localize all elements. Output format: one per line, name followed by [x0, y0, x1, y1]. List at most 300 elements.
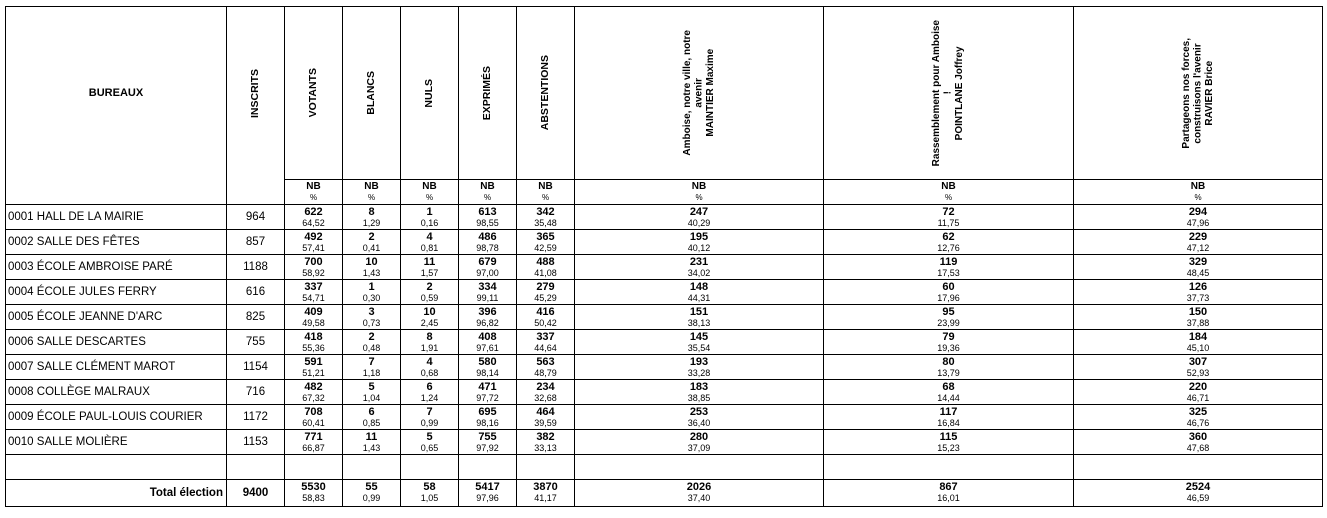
cell-c1-pct: 36,40: [687, 418, 711, 428]
cell-blancs-nb: 10: [365, 256, 378, 268]
subheader-abstentions: [517, 180, 575, 205]
cell-c2: [824, 355, 1074, 380]
cell-blancs-pct: 0,41: [362, 243, 381, 253]
cell-c1: [575, 430, 824, 455]
bureau-name: 0002 SALLE DES FÊTES: [6, 230, 227, 255]
cell-abstentions: [517, 255, 575, 280]
cell-c3-pct: 47,12: [1186, 243, 1210, 253]
cell-c2-nb: 72: [942, 206, 955, 218]
spacer-cell: [824, 455, 1074, 480]
cell-nuls-pct: 1,91: [420, 343, 439, 353]
candidate-1-list-line1: Amboise, notre ville, notre: [681, 30, 693, 156]
cell-c1-pct: 38,85: [687, 393, 711, 403]
bureau-name: 0010 SALLE MOLIÈRE: [6, 430, 227, 455]
total-candidate-2-pct: 16,01: [937, 493, 960, 503]
cell-nuls-pct: 0,59: [420, 293, 439, 303]
cell-c3: [1074, 230, 1323, 255]
header-nuls-label: NULS: [423, 78, 436, 108]
cell-abstentions-nb: 488: [536, 256, 555, 268]
cell-abstentions: [517, 405, 575, 430]
total-label: Total élection: [6, 480, 227, 507]
header-nuls: [401, 7, 459, 180]
total-candidate-2: [824, 480, 1074, 507]
candidate-3-label: [1181, 38, 1216, 149]
cell-votants-pct: 49,58: [302, 318, 325, 328]
total-nuls-nb: 58: [423, 481, 436, 493]
cell-c3-pct: 52,93: [1186, 368, 1210, 378]
cell-nuls: [401, 205, 459, 230]
cell-c2: [824, 230, 1074, 255]
cell-c3: [1074, 305, 1323, 330]
bureau-name: 0006 SALLE DESCARTES: [6, 330, 227, 355]
cell-exprimes-nb: 471: [478, 381, 497, 393]
cell-exprimes: [459, 280, 517, 305]
cell-exprimes: [459, 430, 517, 455]
subheader-row: [6, 180, 1323, 205]
cell-exprimes-nb: 396: [478, 306, 497, 318]
cell-nuls-pct: 2,45: [420, 318, 439, 328]
cell-nuls: [401, 330, 459, 355]
cell-c2-nb: 68: [942, 381, 955, 393]
cell-c1: [575, 355, 824, 380]
cell-c3: [1074, 355, 1323, 380]
cell-c3-nb: 307: [1188, 356, 1208, 368]
cell-nuls-nb: 5: [426, 431, 433, 443]
cell-c2-pct: 17,96: [937, 293, 960, 303]
cell-votants: [285, 205, 343, 230]
bureau-inscrits: 825: [227, 305, 285, 330]
total-candidate-3: [1074, 480, 1323, 507]
cell-exprimes-nb: 408: [478, 331, 497, 343]
cell-votants-nb: 482: [304, 381, 323, 393]
total-candidate-2-nb: 867: [939, 481, 958, 493]
spacer-cell: [575, 455, 824, 480]
cell-votants-nb: 622: [304, 206, 323, 218]
total-blancs-nb: 55: [365, 481, 378, 493]
cell-abstentions: [517, 430, 575, 455]
cell-c1: [575, 305, 824, 330]
cell-abstentions-pct: 45,29: [534, 293, 557, 303]
cell-blancs-nb: 6: [368, 406, 375, 418]
cell-abstentions-nb: 382: [536, 431, 555, 443]
bureau-name: 0009 ÉCOLE PAUL-LOUIS COURIER: [6, 405, 227, 430]
cell-votants-nb: 492: [304, 231, 323, 243]
cell-blancs-nb: 2: [368, 331, 375, 343]
cell-c1-pct: 33,28: [687, 368, 711, 378]
cell-c2-pct: 17,53: [937, 268, 960, 278]
cell-c1-pct: 40,12: [687, 243, 711, 253]
spacer-cell: [285, 455, 343, 480]
table-row: [6, 230, 1323, 255]
pct-label: %: [367, 193, 376, 202]
cell-nuls-pct: 0,81: [420, 243, 439, 253]
header-votants: [285, 7, 343, 180]
candidate-2-list-line1: Rassemblement pour Amboise: [931, 19, 943, 167]
table-row: [6, 405, 1323, 430]
bureau-inscrits: 1188: [227, 255, 285, 280]
cell-nuls-pct: 1,24: [420, 393, 439, 403]
bureau-name: 0003 ÉCOLE AMBROISE PARÉ: [6, 255, 227, 280]
total-row: [6, 480, 1323, 507]
cell-exprimes-pct: 97,92: [476, 443, 499, 453]
pct-label: %: [695, 193, 703, 202]
header-candidate-2: [824, 7, 1074, 180]
cell-c2: [824, 330, 1074, 355]
subheader-candidate-3: [1074, 180, 1323, 205]
cell-nuls-nb: 10: [423, 306, 436, 318]
cell-c3-pct: 47,68: [1186, 443, 1210, 453]
cell-nuls: [401, 405, 459, 430]
candidate-2-label: [931, 20, 966, 166]
cell-c2-pct: 12,76: [937, 243, 960, 253]
header-inscrits-label: INSCRITS: [249, 68, 262, 118]
cell-c1-pct: 38,13: [687, 318, 711, 328]
total-votants: [285, 480, 343, 507]
nb-label: NB: [691, 181, 707, 192]
total-candidate-1: [575, 480, 824, 507]
cell-c3-nb: 294: [1188, 206, 1208, 218]
total-votants-nb: 5530: [301, 481, 326, 493]
cell-c3-nb: 229: [1188, 231, 1208, 243]
cell-c1-pct: 44,31: [687, 293, 711, 303]
spacer-cell: [1074, 455, 1323, 480]
cell-c3-pct: 48,45: [1186, 268, 1210, 278]
cell-abstentions-nb: 563: [536, 356, 555, 368]
nb-label: NB: [480, 181, 495, 192]
cell-c1-nb: 193: [689, 356, 709, 368]
cell-votants-nb: 700: [304, 256, 323, 268]
cell-c3-pct: 37,88: [1186, 318, 1210, 328]
cell-c2-pct: 19,36: [937, 343, 960, 353]
cell-votants: [285, 405, 343, 430]
cell-c2-nb: 95: [942, 306, 955, 318]
cell-c2: [824, 280, 1074, 305]
cell-blancs: [343, 380, 401, 405]
pct-label: %: [425, 193, 434, 202]
cell-votants: [285, 330, 343, 355]
table-row: [6, 430, 1323, 455]
cell-c1-pct: 34,02: [687, 268, 711, 278]
cell-c2: [824, 255, 1074, 280]
cell-nuls-pct: 0,16: [420, 218, 439, 228]
cell-c3: [1074, 380, 1323, 405]
cell-c2-nb: 80: [942, 356, 955, 368]
cell-votants-pct: 54,71: [302, 293, 325, 303]
header-abstentions: [517, 7, 575, 180]
cell-blancs: [343, 330, 401, 355]
table-header: [6, 7, 1323, 205]
cell-exprimes-nb: 334: [478, 281, 497, 293]
cell-c2: [824, 205, 1074, 230]
cell-votants: [285, 280, 343, 305]
cell-c3: [1074, 430, 1323, 455]
candidate-1-label: [682, 30, 717, 156]
total-blancs: [343, 480, 401, 507]
subheader-candidate-1: [575, 180, 824, 205]
subheader-blancs: [343, 180, 401, 205]
header-candidate-1: [575, 7, 824, 180]
nb-label: NB: [422, 181, 437, 192]
cell-exprimes: [459, 330, 517, 355]
candidate-1-name: MAINTIER Maxime: [704, 49, 716, 137]
total-votants-pct: 58,83: [302, 493, 325, 503]
cell-exprimes-pct: 98,78: [476, 243, 499, 253]
candidate-3-list-line1: Partageons nos forces,: [1180, 37, 1192, 149]
cell-abstentions-pct: 41,08: [534, 268, 557, 278]
cell-c3: [1074, 330, 1323, 355]
cell-c2-pct: 23,99: [937, 318, 960, 328]
cell-votants: [285, 430, 343, 455]
cell-blancs-pct: 1,43: [362, 443, 381, 453]
cell-blancs: [343, 230, 401, 255]
cell-abstentions-pct: 42,59: [534, 243, 557, 253]
cell-nuls: [401, 430, 459, 455]
cell-c1-pct: 35,54: [687, 343, 711, 353]
cell-c1-nb: 148: [689, 281, 709, 293]
cell-c2: [824, 405, 1074, 430]
cell-exprimes-nb: 580: [478, 356, 497, 368]
cell-exprimes-pct: 97,00: [476, 268, 499, 278]
cell-votants: [285, 305, 343, 330]
nb-label: NB: [941, 181, 956, 192]
cell-blancs-nb: 3: [368, 306, 375, 318]
cell-c3-nb: 360: [1188, 431, 1208, 443]
cell-nuls: [401, 280, 459, 305]
cell-blancs-nb: 8: [368, 206, 375, 218]
cell-blancs-pct: 0,30: [362, 293, 381, 303]
total-candidate-1-pct: 37,40: [687, 493, 711, 503]
cell-abstentions: [517, 330, 575, 355]
table-row: [6, 255, 1323, 280]
spacer-cell: [459, 455, 517, 480]
cell-blancs-pct: 1,04: [362, 393, 381, 403]
total-candidate-1-nb: 2026: [686, 481, 712, 493]
cell-blancs-nb: 2: [368, 231, 375, 243]
cell-blancs-nb: 1: [368, 281, 375, 293]
spacer-cell: [343, 455, 401, 480]
nb-label: NB: [1190, 181, 1206, 192]
candidate-1-list-line2: avenir: [693, 78, 705, 108]
cell-nuls-nb: 7: [426, 406, 433, 418]
bureau-name: 0007 SALLE CLÉMENT MAROT: [6, 355, 227, 380]
subheader-candidate-2: [824, 180, 1074, 205]
cell-abstentions-nb: 416: [536, 306, 555, 318]
cell-c3-nb: 126: [1188, 281, 1208, 293]
cell-nuls-nb: 4: [426, 356, 433, 368]
cell-c3: [1074, 280, 1323, 305]
results-table: [5, 6, 1323, 507]
cell-c2-pct: 16,84: [937, 418, 960, 428]
cell-c3: [1074, 205, 1323, 230]
cell-abstentions: [517, 355, 575, 380]
election-results-sheet: [5, 6, 1322, 507]
cell-c1-nb: 183: [689, 381, 709, 393]
cell-abstentions: [517, 205, 575, 230]
cell-nuls: [401, 255, 459, 280]
cell-nuls: [401, 355, 459, 380]
table-row: [6, 305, 1323, 330]
cell-c2-nb: 115: [939, 431, 958, 443]
pct-label: %: [541, 193, 550, 202]
spacer-row: [6, 455, 1323, 480]
cell-exprimes-nb: 679: [478, 256, 497, 268]
cell-blancs: [343, 355, 401, 380]
cell-blancs-pct: 0,85: [362, 418, 381, 428]
table-row: [6, 205, 1323, 230]
cell-c2-nb: 117: [939, 406, 958, 418]
nb-label: NB: [306, 181, 321, 192]
bureau-name: 0004 ÉCOLE JULES FERRY: [6, 280, 227, 305]
cell-c2-pct: 11,75: [937, 218, 960, 228]
cell-exprimes: [459, 205, 517, 230]
cell-exprimes-pct: 99,11: [476, 293, 499, 303]
spacer-cell: [6, 455, 227, 480]
cell-blancs-pct: 0,73: [362, 318, 381, 328]
header-exprimes: [459, 7, 517, 180]
spacer-cell: [227, 455, 285, 480]
table-row: [6, 330, 1323, 355]
pct-label: %: [1194, 193, 1202, 202]
cell-nuls-nb: 4: [426, 231, 433, 243]
cell-c2-pct: 15,23: [937, 443, 960, 453]
header-exprimes-label: EXPRIMÉS: [481, 65, 494, 121]
cell-c1-nb: 280: [689, 431, 709, 443]
cell-c1-nb: 151: [689, 306, 709, 318]
header-blancs-label: BLANCS: [365, 71, 378, 115]
bureau-name: 0005 ÉCOLE JEANNE D'ARC: [6, 305, 227, 330]
cell-c1: [575, 255, 824, 280]
cell-c3: [1074, 405, 1323, 430]
cell-abstentions: [517, 305, 575, 330]
cell-blancs-pct: 0,48: [362, 343, 381, 353]
cell-votants-pct: 55,36: [302, 343, 325, 353]
nb-label: NB: [538, 181, 553, 192]
cell-exprimes-pct: 98,16: [476, 418, 499, 428]
table-row: [6, 280, 1323, 305]
cell-exprimes: [459, 355, 517, 380]
total-inscrits: 9400: [227, 480, 285, 507]
cell-c3-pct: 45,10: [1186, 343, 1210, 353]
cell-abstentions-nb: 279: [536, 281, 555, 293]
cell-c2-pct: 13,79: [937, 368, 960, 378]
cell-c1: [575, 205, 824, 230]
cell-abstentions-nb: 464: [536, 406, 555, 418]
cell-nuls-pct: 0,99: [420, 418, 439, 428]
cell-votants: [285, 255, 343, 280]
total-abstentions: [517, 480, 575, 507]
cell-c2: [824, 305, 1074, 330]
cell-votants-nb: 337: [304, 281, 323, 293]
cell-nuls-nb: 1: [426, 206, 433, 218]
cell-abstentions: [517, 280, 575, 305]
bureau-inscrits: 1153: [227, 430, 285, 455]
cell-exprimes: [459, 255, 517, 280]
subheader-nuls: [401, 180, 459, 205]
cell-c3-pct: 47,96: [1186, 218, 1210, 228]
cell-c3-pct: 46,71: [1186, 393, 1210, 403]
cell-exprimes-pct: 98,14: [476, 368, 499, 378]
cell-c3-nb: 329: [1188, 256, 1208, 268]
cell-blancs: [343, 280, 401, 305]
cell-nuls-pct: 1,57: [420, 268, 439, 278]
cell-nuls-nb: 6: [426, 381, 433, 393]
cell-exprimes: [459, 405, 517, 430]
cell-blancs: [343, 305, 401, 330]
cell-votants-pct: 67,32: [302, 393, 325, 403]
cell-c2: [824, 430, 1074, 455]
cell-votants-pct: 51,21: [302, 368, 325, 378]
cell-nuls: [401, 305, 459, 330]
cell-c1: [575, 280, 824, 305]
subheader-inscrits-blank: [227, 180, 285, 205]
cell-blancs-pct: 1,18: [362, 368, 381, 378]
cell-c3-pct: 46,76: [1186, 418, 1210, 428]
cell-votants-pct: 60,41: [302, 418, 325, 428]
cell-blancs-nb: 11: [365, 431, 378, 443]
pct-label: %: [944, 193, 953, 202]
cell-abstentions: [517, 380, 575, 405]
header-abstentions-label: ABSTENTIONS: [539, 55, 552, 131]
cell-c2-pct: 14,44: [937, 393, 960, 403]
subheader-bureaux-blank: [6, 180, 227, 205]
cell-exprimes-pct: 97,72: [476, 393, 499, 403]
cell-blancs: [343, 205, 401, 230]
cell-votants-nb: 418: [304, 331, 323, 343]
cell-c1-pct: 37,09: [687, 443, 711, 453]
cell-exprimes: [459, 305, 517, 330]
cell-c3-nb: 325: [1188, 406, 1208, 418]
cell-c2-nb: 119: [939, 256, 958, 268]
cell-exprimes-pct: 97,61: [476, 343, 499, 353]
cell-exprimes: [459, 230, 517, 255]
header-bureaux-label: BUREAUX: [88, 87, 144, 100]
total-abstentions-pct: 41,17: [534, 493, 557, 503]
table-row: [6, 380, 1323, 405]
total-nuls: [401, 480, 459, 507]
cell-nuls-nb: 8: [426, 331, 433, 343]
cell-exprimes-nb: 613: [478, 206, 497, 218]
total-blancs-pct: 0,99: [362, 493, 381, 503]
bureau-inscrits: 1154: [227, 355, 285, 380]
cell-c1-pct: 40,29: [687, 218, 711, 228]
candidate-3-name: RAVIER Brice: [1203, 60, 1215, 126]
cell-blancs: [343, 405, 401, 430]
cell-c2: [824, 380, 1074, 405]
cell-abstentions-pct: 32,68: [534, 393, 557, 403]
cell-c1-nb: 231: [689, 256, 709, 268]
cell-abstentions-pct: 39,59: [534, 418, 557, 428]
cell-abstentions-nb: 337: [536, 331, 555, 343]
cell-c1: [575, 405, 824, 430]
cell-exprimes: [459, 380, 517, 405]
table-row: [6, 355, 1323, 380]
cell-c1: [575, 230, 824, 255]
cell-votants-nb: 591: [304, 356, 323, 368]
cell-blancs-nb: 5: [368, 381, 375, 393]
cell-exprimes-nb: 695: [478, 406, 497, 418]
cell-c1: [575, 380, 824, 405]
cell-votants: [285, 380, 343, 405]
total-exprimes-pct: 97,96: [476, 493, 499, 503]
subheader-exprimes: [459, 180, 517, 205]
candidate-3-list-line2: construisons l'avenir: [1192, 42, 1204, 144]
cell-exprimes-pct: 96,82: [476, 318, 499, 328]
header-votants-label: VOTANTS: [307, 68, 320, 118]
cell-abstentions-nb: 234: [536, 381, 555, 393]
cell-nuls-pct: 0,65: [420, 443, 439, 453]
bureau-inscrits: 616: [227, 280, 285, 305]
cell-c3-pct: 37,73: [1186, 293, 1210, 303]
